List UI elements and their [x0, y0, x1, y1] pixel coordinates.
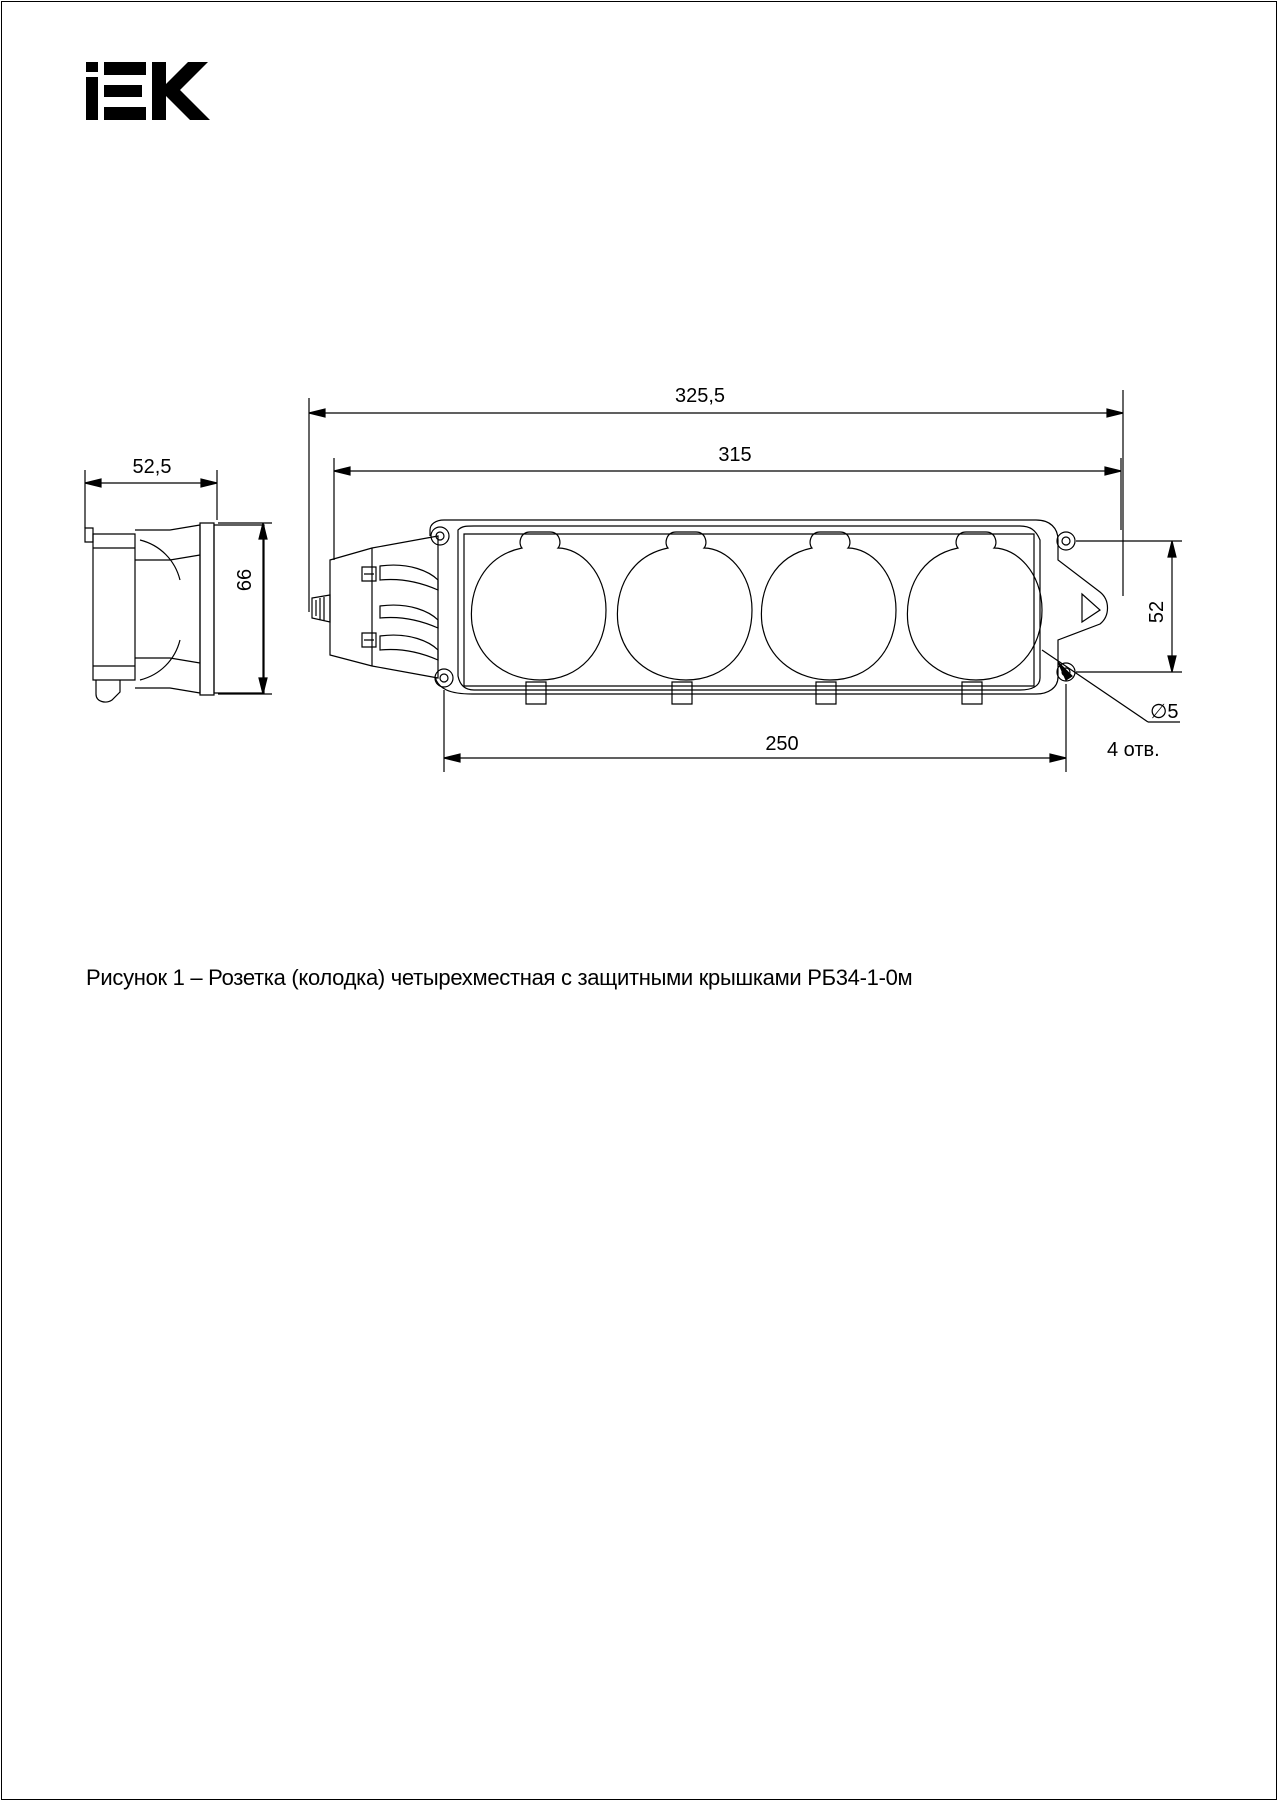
dim-overall-length: 325,5 [674, 385, 726, 407]
front-view [312, 520, 1108, 704]
socket-2 [617, 532, 752, 704]
dim-side-depth: 52,5 [132, 456, 172, 478]
side-view [85, 523, 264, 702]
dim-hole-diameter: ∅5 [1150, 701, 1179, 723]
dim-mount-spacing: 250 [765, 733, 799, 755]
dim-mount-height: 52 [1146, 600, 1168, 624]
dim-body-length: 315 [718, 444, 752, 466]
technical-drawing [0, 0, 1280, 820]
socket-1 [471, 532, 606, 704]
socket-3 [761, 532, 896, 704]
dim-side-height: 66 [234, 568, 256, 592]
figure-caption: Рисунок 1 – Розетка (колодка) четырехместная с защитными крышками РБ34-1-0м [86, 965, 913, 990]
dim-hole-count: 4 отв. [1107, 739, 1160, 761]
socket-4 [907, 532, 1042, 704]
